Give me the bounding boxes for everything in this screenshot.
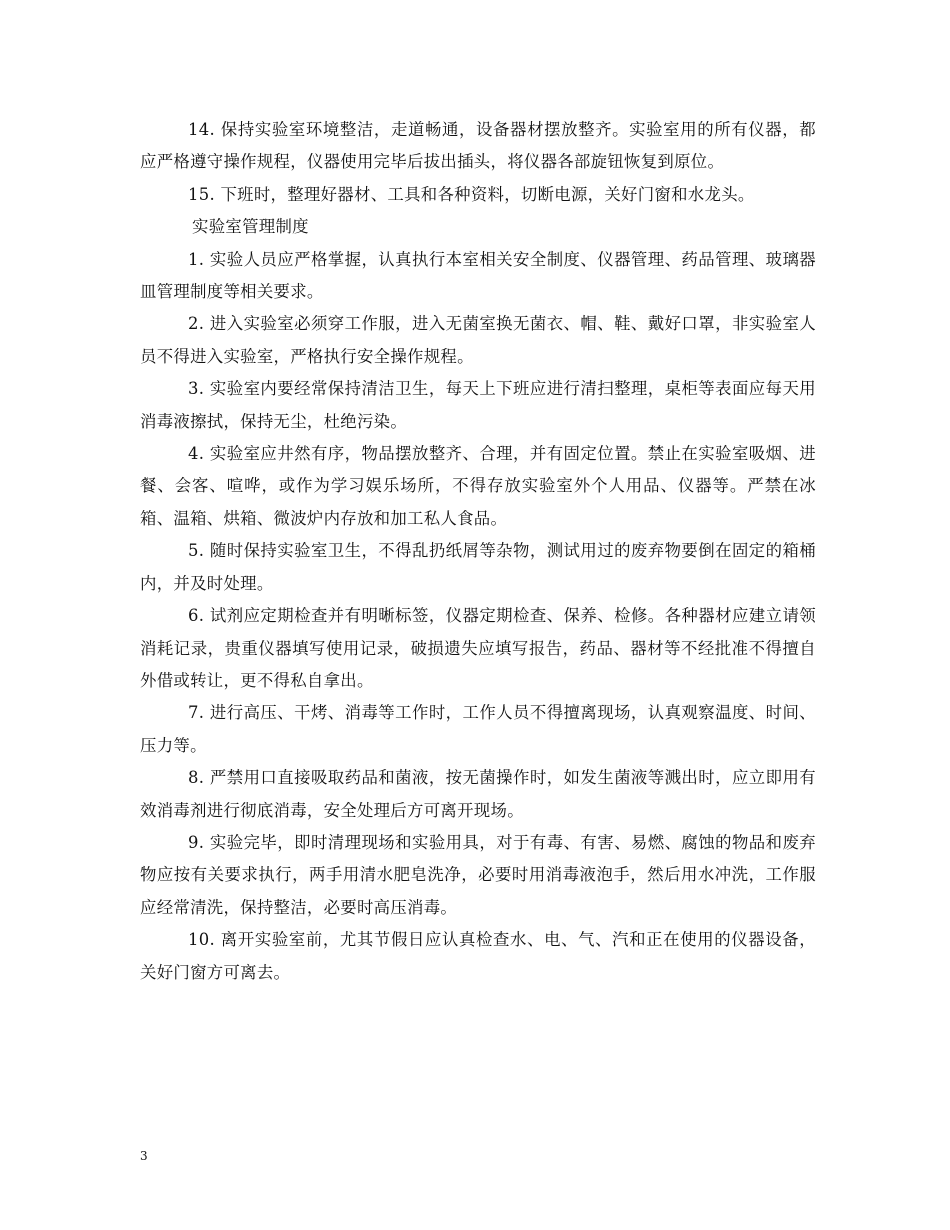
rule-1: 1. 实验人员应严格掌握，认真执行本室相关安全制度、仪器管理、药品管理、玻璃器皿管理制度等相关要求。 [140, 249, 816, 302]
rule-6: 6. 试剂应定期检查并有明晰标签，仪器定期检查、保养、检修。各种器材应建立请领消耗记录，贵重仪器填写使用记录，破损遗失应填写报告，药品、器材等不经批准不得擅自外借或转让，更不得私自拿出。 [140, 606, 816, 690]
paragraph-14: 14. 保持实验室环境整洁，走道畅通，设备器材摆放整齐。实验室用的所有仪器，都应严格遵守操作规程，仪器使用完毕后拔出插头，将仪器各部旋钮恢复到原位。 [140, 120, 816, 172]
rule-7: 7. 进行高压、干烤、消毒等工作时，工作人员不得擅离现场，认真观察温度、时间、压力等。 [140, 703, 816, 755]
rule-9: 9. 实验完毕，即时清理现场和实验用具，对于有毒、有害、易燃、腐蚀的物品和废弃物应按有关要求执行，两手用清水肥皂洗净，必要时用消毒液泡手，然后用水冲洗，工作服应经常清洗，保持整洁，必要时高压消毒。 [140, 832, 816, 917]
page-number: 3 [140, 1149, 148, 1163]
paragraph-15: 15. 下班时，整理好器材、工具和各种资料，切断电源，关好门窗和水龙头。 [188, 184, 755, 204]
rule-8: 8. 严禁用口直接吸取药品和菌液，按无菌操作时，如发生菌液等溅出时，应立即用有效消毒剂进行彻底消毒，安全处理后方可离开现场。 [140, 768, 816, 820]
section-heading: 实验室管理制度 [192, 217, 309, 237]
rule-4: 4. 实验室应井然有序，物品摆放整齐、合理，并有固定位置。禁止在实验室吸烟、进餐、会客、喧哗，或作为学习娱乐场所，不得存放实验室外个人用品、仪器等。严禁在冰箱、温箱、烘箱、微波炉内存放和加工私人食品。 [140, 444, 816, 528]
rule-3: 3. 实验室内要经常保持清洁卫生，每天上下班应进行清扫整理，桌柜等表面应每天用消毒液擦拭，保持无尘，杜绝污染。 [140, 379, 816, 431]
rule-5: 5. 随时保持实验室卫生，不得乱扔纸屑等杂物，测试用过的废弃物要倒在固定的箱桶内，并及时处理。 [140, 541, 816, 593]
document-body [140, 114, 816, 989]
rule-2: 2. 进入实验室必须穿工作服，进入无菌室换无菌衣、帽、鞋、戴好口罩，非实验室人员不得进入实验室，严格执行安全操作规程。 [140, 314, 816, 366]
rule-10: 10. 离开实验室前，尤其节假日应认真检查水、电、气、汽和正在使用的仪器设备，关好门窗方可离去。 [140, 930, 816, 982]
